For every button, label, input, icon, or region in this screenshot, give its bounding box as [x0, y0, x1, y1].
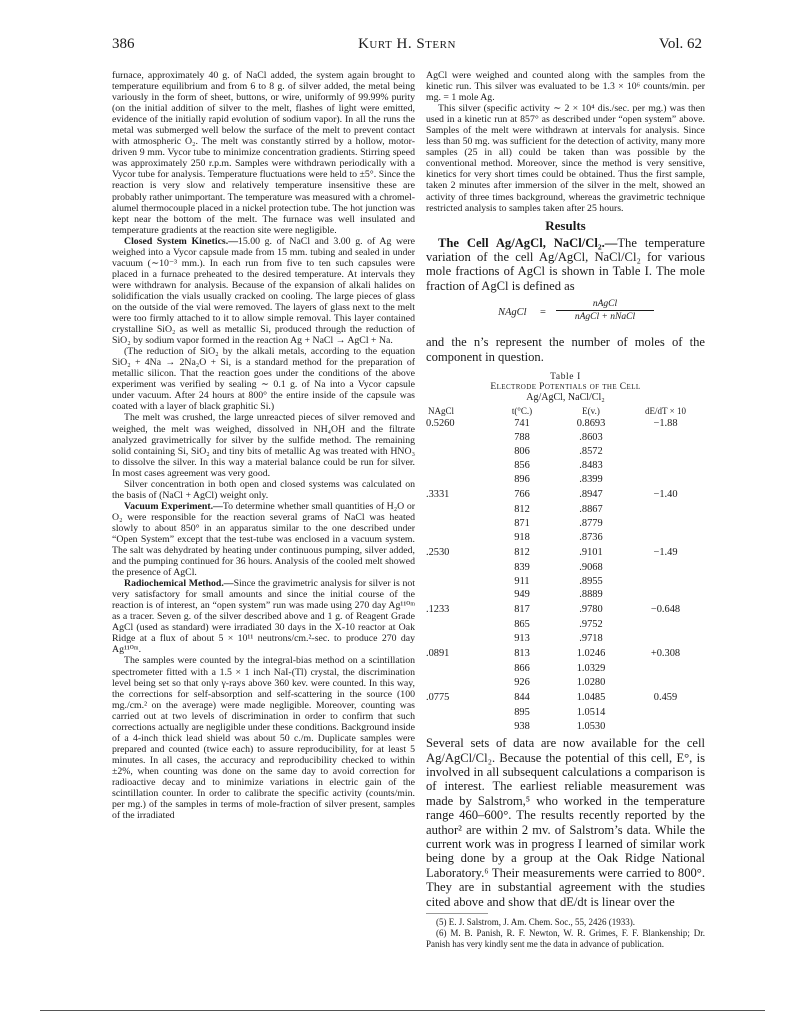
table-header-row	[426, 404, 705, 417]
table-cell	[626, 719, 705, 733]
denominator: nAgCl + nNaCl	[574, 312, 636, 323]
table-cell: .8572	[579, 446, 603, 458]
table-cell: .8889	[579, 589, 603, 601]
table-row	[426, 445, 705, 459]
table-row	[426, 574, 705, 588]
table-cell	[426, 530, 488, 544]
paragraph: The samples were counted by the integral-bias method on a scintillation spectrometer fitted with a 1.5 × 1 inch NaI-(Tl) crystal, the discrimination level being set so that only γ-rays above 360 kev. were counted. In this way, the corrections for self-absorption and self-scattering in the source (100 mg./cm.² on the average) were made negligible. Moreover, counting was carried out at two levels of discrimination in order to confirm that such corrections actually are negligible under these conditions. Background inside of a 4-inch thick lead shield was about 50 c./m. Duplicate samples were prepared and counted (twice each) to assure reproducibility, for at least 5 minutes. In all cases, the accuracy and reproducibility checked to within ±2%, when counting was done on the same day to avoid correction for radioactive decay and to minimize variations in electric gain of the scintillation counter. In order to calibrate the specific activity (counts/min. per mg.) of the samples in terms of mole-fraction of silver present, samples of the irradiated	[112, 655, 415, 822]
table-cell: 1.0329	[576, 663, 606, 675]
table-row	[426, 459, 705, 473]
table-cell: .8483	[579, 460, 603, 472]
table-row	[426, 689, 705, 705]
table-cell: 812	[514, 546, 530, 558]
paragraph: Several sets of data are now available for the cell Ag/AgCl/Cl₂. Because the potential of this cell, E°, is involved in all subsequent calculations a comparison is of interest. The earliest reliable measurement was made by Salstrom,⁵ who worked in the temperature range 460–600°. The results recently reported by the author² are within 2 mv. of Salstrom’s data. While the current work was in progress I learned of similar work being done by a group at the Oak Ridge National Laboratory.⁶ Their measurements were carried to 800°. They are in substantial agreement with the studies cited above and show that dE/dt is linear over the	[426, 736, 705, 909]
table-cell: .1233	[426, 604, 450, 616]
table-cell: .9780	[579, 604, 603, 616]
table-cell	[626, 588, 705, 602]
table-row	[426, 632, 705, 646]
footnote: (6) M. B. Panish, R. F. Newton, W. R. Grimes, F. F. Blankenship; Dr. Panish has very kindly sent me the data in advance of publication.	[426, 927, 705, 949]
table-row	[426, 503, 705, 517]
table-cell	[626, 705, 705, 719]
right-column	[426, 70, 705, 949]
paragraph: Vacuum Experiment.—To determine whether small quantities of H₂O or O₂ were responsible for the reaction several grams of NaCl was heated slowly to about 850° in an apparatus similar to the one described under “Open System” except that the test-tube was enclosed in a vacuum system. The salt was dehydrated by heating under continuous pumping, silver added, and the pumping continued for 36 hours. Analysis of the cooled melt showed the presence of AgCl.	[112, 500, 415, 579]
paragraph: furnace, approximately 40 g. of NaCl added, the system again brought to temperature equilibrium and from 6 to 8 g. of silver added, the metal being variously in the form of sheet, buttons, or wire, uniformly of 99.99% purity (on the initial addition of silver to the melt, flashes of light were emitted, evidence of the initially rapid evolution of sodium vapor). In all the runs the metal was submerged well below the surface of the melt to prevent contact with atmospheric O₂. The melt was constantly stirred by a hollow, motor-driven 9 mm. Vycor tube to minimize concentration gradients. Stirring speed was approximately 250 r.p.m. Samples were withdrawn periodically with a Vycor tube for analysis. Temperature fluctuations were held to ±5°. Since the reaction is very slow and relatively temperature insensitive these are probably rather unimportant. The temperature was measured with a chromel-alumel thermocouple placed in a nickel protection tube. The hot junction was kept near the bottom of the melt. The furnace was well insulated and temperature gradients at the reaction site were negligible.	[112, 70, 415, 236]
table-cell: .9068	[579, 561, 603, 573]
table-cell	[626, 560, 705, 574]
table-cell: 918	[514, 531, 530, 543]
table-cell	[426, 473, 488, 487]
table-cell: 813	[514, 648, 530, 660]
running-author: Kurt H. Stern	[358, 36, 456, 52]
table-row	[426, 544, 705, 560]
table-row	[426, 618, 705, 632]
table-cell: 926	[514, 676, 530, 688]
table-cell: 913	[514, 633, 530, 645]
table-row	[426, 602, 705, 618]
paragraph: and the n’s represent the number of moles of the component in question.	[426, 335, 705, 364]
table-title: Electrode Potentials of the Cell	[490, 382, 641, 393]
column-header: t(°C.)	[511, 405, 533, 416]
run-in-heading: Vacuum Experiment.—	[124, 500, 223, 512]
table-row	[426, 417, 705, 431]
table-cell: 817	[514, 604, 530, 616]
numerator: nAgCl	[556, 299, 654, 311]
volume-label: Vol. 62	[658, 36, 702, 52]
paragraph: Radiochemical Method.—Since the gravimetric analysis for silver is not very satisfactory for small amounts and since the initial course of the reaction is of interest, an “open system” run was made using 270 day Ag¹¹⁰ᵐ as a tracer. Seven g. of the silver described above and 1 g. of Reagent Grade AgCl (used as standard) were irradiated 30 days in the X-10 reactor at Oak Ridge at a flux of about 5 × 10¹¹ neutrons/cm.²-sec. to produce 270 day Ag¹¹⁰ᵐ.	[112, 578, 415, 656]
table-cell: −1.88	[653, 418, 678, 430]
table-cell: 856	[514, 460, 530, 472]
table-cell	[426, 719, 488, 733]
table-cell: .8603	[579, 432, 603, 444]
equation-lhs: NAgCl	[498, 307, 527, 319]
table-cell: .9752	[579, 619, 603, 631]
table-row	[426, 676, 705, 690]
table-cell: 741	[514, 418, 530, 430]
table-cell: 844	[514, 691, 530, 703]
table-cell	[426, 503, 488, 517]
table-row	[426, 473, 705, 487]
column-header: dE/dT × 10	[645, 405, 686, 416]
table-cell: 871	[514, 517, 530, 529]
table-row	[426, 705, 705, 719]
table-caption: Table I	[550, 372, 581, 383]
section-heading-results: Results	[545, 217, 586, 233]
table-cell	[426, 618, 488, 632]
footnotes	[426, 917, 705, 949]
table-cell	[626, 618, 705, 632]
table-cell	[426, 662, 488, 676]
table-cell	[426, 574, 488, 588]
table-cell	[626, 473, 705, 487]
table-cell: 1.0485	[576, 691, 606, 703]
table-row	[426, 662, 705, 676]
table-cell	[626, 459, 705, 473]
table-cell: .8947	[579, 489, 603, 500]
table-row	[426, 431, 705, 445]
potentials-table	[426, 404, 705, 733]
table-cell: 949	[514, 589, 530, 601]
table-row	[426, 516, 705, 530]
table-cell: 895	[514, 706, 530, 718]
table-cell: 839	[514, 561, 530, 573]
table-cell: .8399	[579, 474, 603, 486]
table-cell	[426, 632, 488, 646]
table-cell: −1.49	[653, 546, 678, 558]
table-cell: 812	[514, 503, 530, 515]
paragraph: The melt was crushed, the large unreacted pieces of silver removed and weighed, the melt was weighed, dissolved in NH₄OH and the filtrate analyzed gravimetrically for silver by the sulfide method. The remaining solid containing Si, SiO₂ and tiny bits of metallic Ag was treated with HNO₃ to dissolve the silver. In this way a material balance could be run for silver. In most cases agreement was very good.	[112, 412, 415, 479]
table-cell	[626, 632, 705, 646]
table-row	[426, 719, 705, 733]
table-cell	[426, 431, 488, 445]
table-cell	[426, 676, 488, 690]
paragraph: The Cell Ag/AgCl, NaCl/Cl₂.—The temperature variation of the cell Ag/AgCl, NaCl/Cl₂ for various mole fractions of AgCl is shown in Table I. The mole fraction of AgCl is defined as	[426, 235, 705, 293]
table-cell: .9101	[579, 546, 603, 558]
table-cell	[626, 530, 705, 544]
table-cell: −1.40	[653, 489, 678, 500]
table-cell: 1.0530	[576, 720, 606, 732]
paragraph: Closed System Kinetics.—15.00 g. of NaCl and 3.00 g. of Ag were weighed into a Vycor capsule made from 15 mm. tubing and sealed in under vacuum (∼10⁻³ mm.). In each run from five to ten such capsules were placed in a furnace preheated to the desired temperature. At intervals they were withdrawn for analysis. Because of the expansion of alkali halides on solidification the vials usually cracked on cooling. The large pieces of glass on the outside of the vial were removed. The layers of glass next to the melt were too firmly attached to it to allow simple removal. This layer contained crystalline SiO₂ as well as metallic Si, produced through the reduction of SiO₂ by sodium vapor formed in the reaction Ag + NaCl → AgCl + Na.	[112, 235, 415, 347]
table-cell	[626, 431, 705, 445]
table-cell	[626, 676, 705, 690]
table-subtitle: Ag/AgCl, NaCl/Cl₂	[526, 392, 605, 404]
table-cell: 896	[514, 474, 530, 486]
table-cell: .8779	[579, 517, 603, 529]
table-cell: 766	[514, 489, 530, 500]
table-cell: .3331	[426, 489, 450, 500]
run-in-heading: Radiochemical Method.—	[124, 578, 234, 590]
table-cell: 938	[514, 720, 530, 732]
table-cell: .0775	[426, 691, 450, 703]
table-row	[426, 530, 705, 544]
table-row	[426, 588, 705, 602]
page-number: 386	[112, 36, 135, 52]
column-header: NAgCl	[428, 405, 455, 416]
table-cell: 1.0246	[576, 648, 606, 660]
page-bottom-rule	[40, 1010, 765, 1011]
column-header: E(v.)	[582, 405, 600, 416]
table-body	[426, 417, 705, 733]
table-cell	[426, 445, 488, 459]
table-cell	[626, 662, 705, 676]
table-cell	[626, 574, 705, 588]
table-cell: 0.459	[653, 691, 678, 703]
table-cell: 0.5260	[426, 418, 455, 430]
table-cell: 866	[514, 663, 530, 675]
table-cell: .8867	[579, 503, 603, 515]
table-row	[426, 487, 705, 503]
footnote-rule	[426, 913, 488, 914]
table-cell: −0.648	[650, 604, 681, 616]
table-cell	[426, 459, 488, 473]
table-cell: 0.8693	[576, 418, 606, 430]
paragraph: (The reduction of SiO₂ by the alkali metals, according to the equation SiO₂ + 4Na → 2Na₂O + Si, is a standard method for the preparation of metallic silicon. That the reaction goes under the conditions of the above experiment was verified by sealing ∼ 0.1 g. of Na into a Vycor capsule under vacuum. After 24 hours at 800° the entire inside of the capsule was coated with a layer of black graphitic Si.)	[112, 346, 415, 413]
table-cell	[426, 588, 488, 602]
table-cell: 1.0280	[576, 676, 606, 688]
fraction	[556, 299, 654, 322]
run-in-heading: The Cell Ag/AgCl, NaCl/Cl₂.—	[438, 235, 618, 250]
table-cell	[626, 445, 705, 459]
table-row	[426, 560, 705, 574]
page-header	[112, 36, 702, 56]
paragraph: AgCl were weighed and counted along with the samples from the kinetic run. This silver was evaluated to be 1.3 × 10⁶ counts/min. per mg. = 1 mole Ag.	[426, 70, 705, 104]
table-cell: .8736	[579, 531, 603, 543]
paragraph: This silver (specific activity ∼ 2 × 10⁴ dis./sec. per mg.) was then used in a kinetic run at 857° as described under “open system” above. Samples of the melt were withdrawn at intervals for analysis. Since less than 50 mg. was sufficient for the detection of activity, many more samples (25 in all) could be taken than was possible by the conventional method. Moreover, since the method is very sensitive, kinetics for very short times could be obtained. Thus the first sample, taken 2 minutes after immersion of the silver in the melt, showed an activity of three times background, whereas the gravimetric technique restricted analysis to samples taken after 25 hours.	[426, 103, 705, 214]
footnote: (5) E. J. Salstrom, J. Am. Chem. Soc., 55, 2426 (1933).	[436, 917, 635, 928]
table-cell	[426, 705, 488, 719]
table-cell: 788	[514, 432, 530, 444]
table-cell	[626, 503, 705, 517]
equals-sign: =	[540, 307, 546, 319]
table-cell	[626, 516, 705, 530]
run-in-heading: Closed System Kinetics.—	[124, 235, 238, 247]
left-column	[112, 70, 415, 821]
paragraph: Silver concentration in both open and closed systems was calculated on the basis of (NaCl + AgCl) weight only.	[112, 478, 415, 501]
table-cell: .8955	[579, 575, 603, 587]
table-cell: 865	[514, 619, 530, 631]
table-cell	[426, 516, 488, 530]
table-cell: .9718	[579, 633, 603, 645]
table-cell: 806	[514, 446, 530, 458]
table-row	[426, 646, 705, 662]
mole-fraction-equation	[426, 299, 705, 329]
table-cell: 911	[514, 575, 530, 587]
table-cell: +0.308	[650, 648, 681, 660]
table-cell	[426, 560, 488, 574]
table-cell: .0891	[426, 648, 450, 660]
table-cell: 1.0514	[576, 706, 606, 718]
table-cell: .2530	[426, 546, 450, 558]
